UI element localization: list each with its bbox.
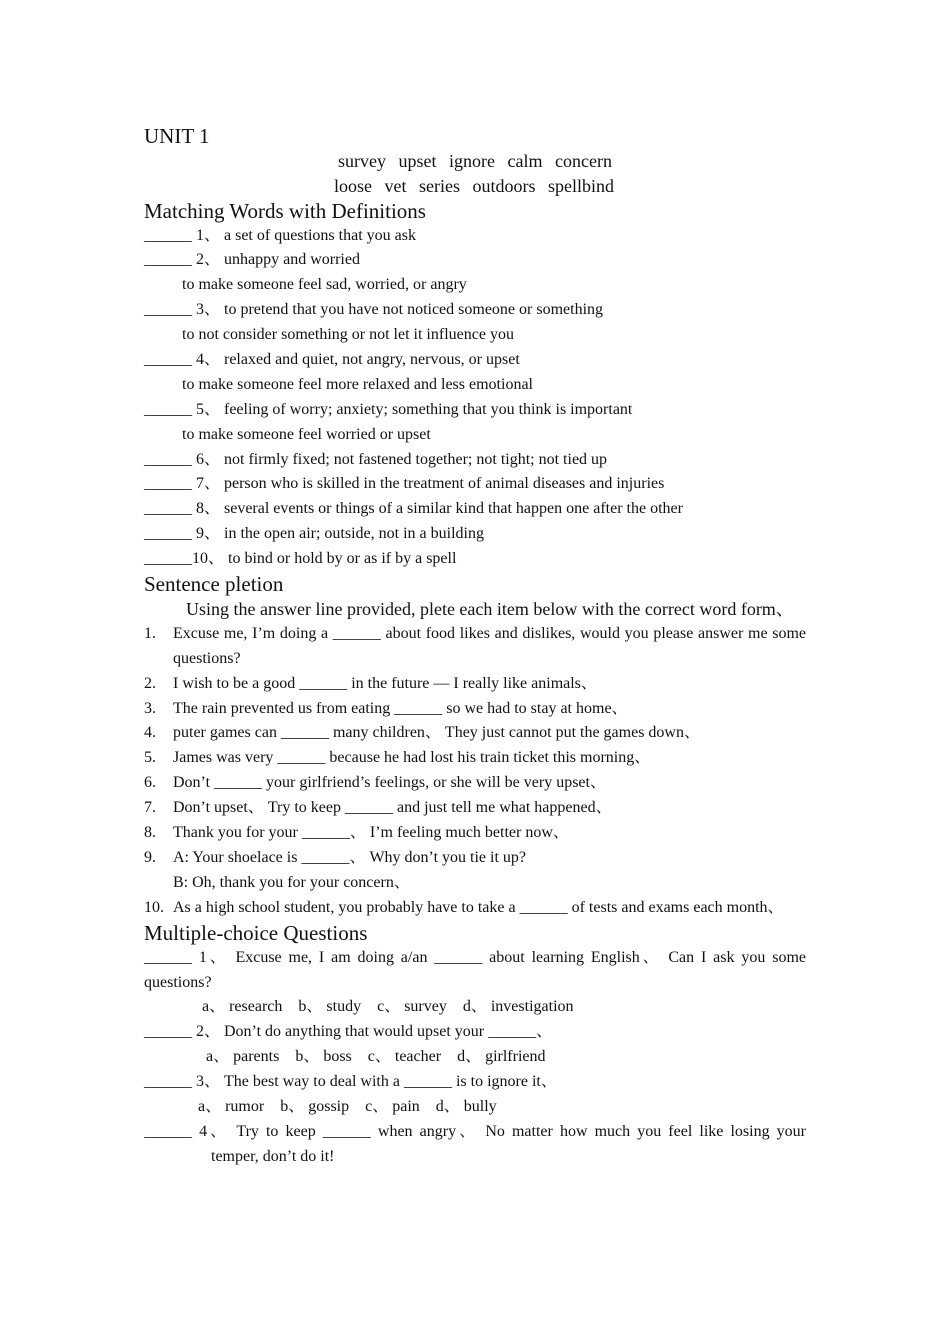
mcq-options-2	[144, 1045, 806, 1070]
item-text: B: Oh, thank you for your concern、	[173, 873, 410, 891]
item-number: 5.	[144, 749, 156, 767]
mcq-options-1	[144, 995, 806, 1020]
mcq-option: c、 pain	[365, 1097, 420, 1115]
sentence-instruction: Using the answer line provided, plete each item below with the correct word form、	[186, 598, 794, 619]
matching-item: ______ 3、 to pretend that you have not noticed someone or something	[144, 301, 604, 319]
item-number: 3.	[144, 699, 156, 717]
mcq-option: a、 research	[202, 998, 283, 1016]
mcq-question-1: ______ 1、 Excuse me, I am doing a/an ______ about learning English、 Can I ask you some questions?	[144, 948, 806, 991]
matching-item: ______ 2、 unhappy and worried	[144, 251, 360, 269]
word-bank-word: vet	[384, 175, 407, 196]
item-number: 8.	[144, 824, 156, 842]
mcq-question-4: ______ 4、 Try to keep ______ when angry、 No matter how much you feel like losing your	[144, 1122, 806, 1140]
item-text: I wish to be a good ______ in the future — I really like animals、	[173, 674, 597, 692]
mcq-option: a、 parents	[206, 1048, 280, 1066]
word-bank-row-1	[144, 149, 806, 174]
mcq-option: b、 study	[298, 998, 362, 1016]
matching-item: ______ 9、 in the open air; outside, not in a building	[144, 525, 484, 543]
word-bank-word: calm	[507, 150, 543, 171]
sentence-item	[144, 796, 806, 821]
word-bank-word: upset	[398, 150, 437, 171]
matching-item: ______ 7、 person who is skilled in the treatment of animal diseases and injuries	[144, 475, 665, 493]
item-text: puter games can ______ many children、 They just cannot put the games down、	[173, 724, 700, 742]
mcq-heading: Multiple-choice Questions	[144, 920, 368, 945]
mcq-option: a、 rumor	[198, 1097, 265, 1115]
item-text: A: Your shoelace is ______、 Why don’t you tie it up?	[173, 848, 527, 866]
matching-heading: Matching Words with Definitions	[144, 198, 426, 223]
word-bank-word: outdoors	[472, 175, 536, 196]
word-bank-word: ignore	[449, 150, 496, 171]
sentence-heading: Sentence pletion	[144, 572, 284, 597]
sentence-item	[144, 697, 806, 722]
sentence-item	[144, 821, 806, 846]
sentence-item	[144, 622, 806, 672]
item-number: 9.	[144, 848, 156, 866]
item-text: Don’t upset、 Try to keep ______ and just tell me what happened、	[173, 799, 612, 817]
item-number: 10.	[144, 898, 164, 916]
item-number: 2.	[144, 674, 156, 692]
mcq-question-4-continuation: temper, don’t do it!	[211, 1147, 335, 1165]
matching-item: ______ 8、 several events or things of a similar kind that happen one after the other	[144, 500, 683, 518]
matching-subdefinition: to make someone feel worried or upset	[182, 425, 431, 443]
sentence-item	[144, 672, 806, 697]
word-bank-row-2	[144, 174, 806, 199]
item-text: Don’t ______ your girlfriend’s feelings, or she will be very upset、	[173, 774, 606, 792]
mcq-option: d、 girlfriend	[457, 1048, 546, 1066]
mcq-option: c、 survey	[377, 998, 447, 1016]
worksheet-page	[144, 124, 806, 1170]
mcq-option: b、 gossip	[280, 1097, 350, 1115]
sentence-item	[144, 896, 806, 921]
mcq-option: d、 bully	[435, 1097, 497, 1115]
item-text: James was very ______ because he had lost his train ticket this morning、	[173, 749, 651, 767]
matching-item: ______10、 to bind or hold by or as if by a spell	[144, 550, 457, 568]
mcq-question-2: ______ 2、 Don’t do anything that would upset your ______、	[144, 1023, 553, 1041]
matching-item: ______ 1、 a set of questions that you ask	[144, 226, 416, 244]
matching-subdefinition: to make someone feel more relaxed and less emotional	[182, 375, 533, 393]
mcq-option: b、 boss	[295, 1048, 352, 1066]
item-text: As a high school student, you probably have to take a ______ of tests and exams each month、	[173, 898, 784, 916]
item-number: 4.	[144, 724, 156, 742]
item-number: 6.	[144, 774, 156, 792]
word-bank-word: loose	[334, 175, 372, 196]
mcq-options-3	[144, 1095, 806, 1120]
sentence-item	[144, 871, 806, 896]
mcq-option: c、 teacher	[367, 1048, 442, 1066]
sentence-item	[144, 771, 806, 796]
word-bank-word: series	[419, 175, 460, 196]
mcq-option: d、 investigation	[462, 998, 574, 1016]
sentence-item	[144, 746, 806, 771]
item-text: Excuse me, I’m doing a ______ about food likes and dislikes, would you please answer me some questions?	[173, 624, 806, 667]
word-bank-word: survey	[338, 150, 387, 171]
matching-item: ______ 5、 feeling of worry; anxiety; something that you think is important	[144, 400, 633, 418]
matching-item: ______ 6、 not firmly fixed; not fastened together; not tight; not tied up	[144, 450, 608, 468]
sentence-item	[144, 846, 806, 871]
matching-subdefinition: to not consider something or not let it influence you	[182, 326, 514, 344]
item-number: 7.	[144, 799, 156, 817]
word-bank-word: spellbind	[547, 175, 614, 196]
mcq-question-3: ______ 3、 The best way to deal with a ______ is to ignore it、	[144, 1073, 557, 1091]
unit-title: UNIT 1	[144, 124, 210, 148]
matching-item: ______ 4、 relaxed and quiet, not angry, nervous, or upset	[144, 351, 520, 369]
word-bank-word: concern	[555, 150, 612, 171]
item-text: Thank you for your ______、 I’m feeling much better now、	[173, 824, 569, 842]
sentence-item	[144, 721, 806, 746]
matching-subdefinition: to make someone feel sad, worried, or angry	[182, 276, 467, 294]
item-number: 1.	[144, 624, 156, 642]
item-text: The rain prevented us from eating ______ so we had to stay at home、	[173, 699, 628, 717]
